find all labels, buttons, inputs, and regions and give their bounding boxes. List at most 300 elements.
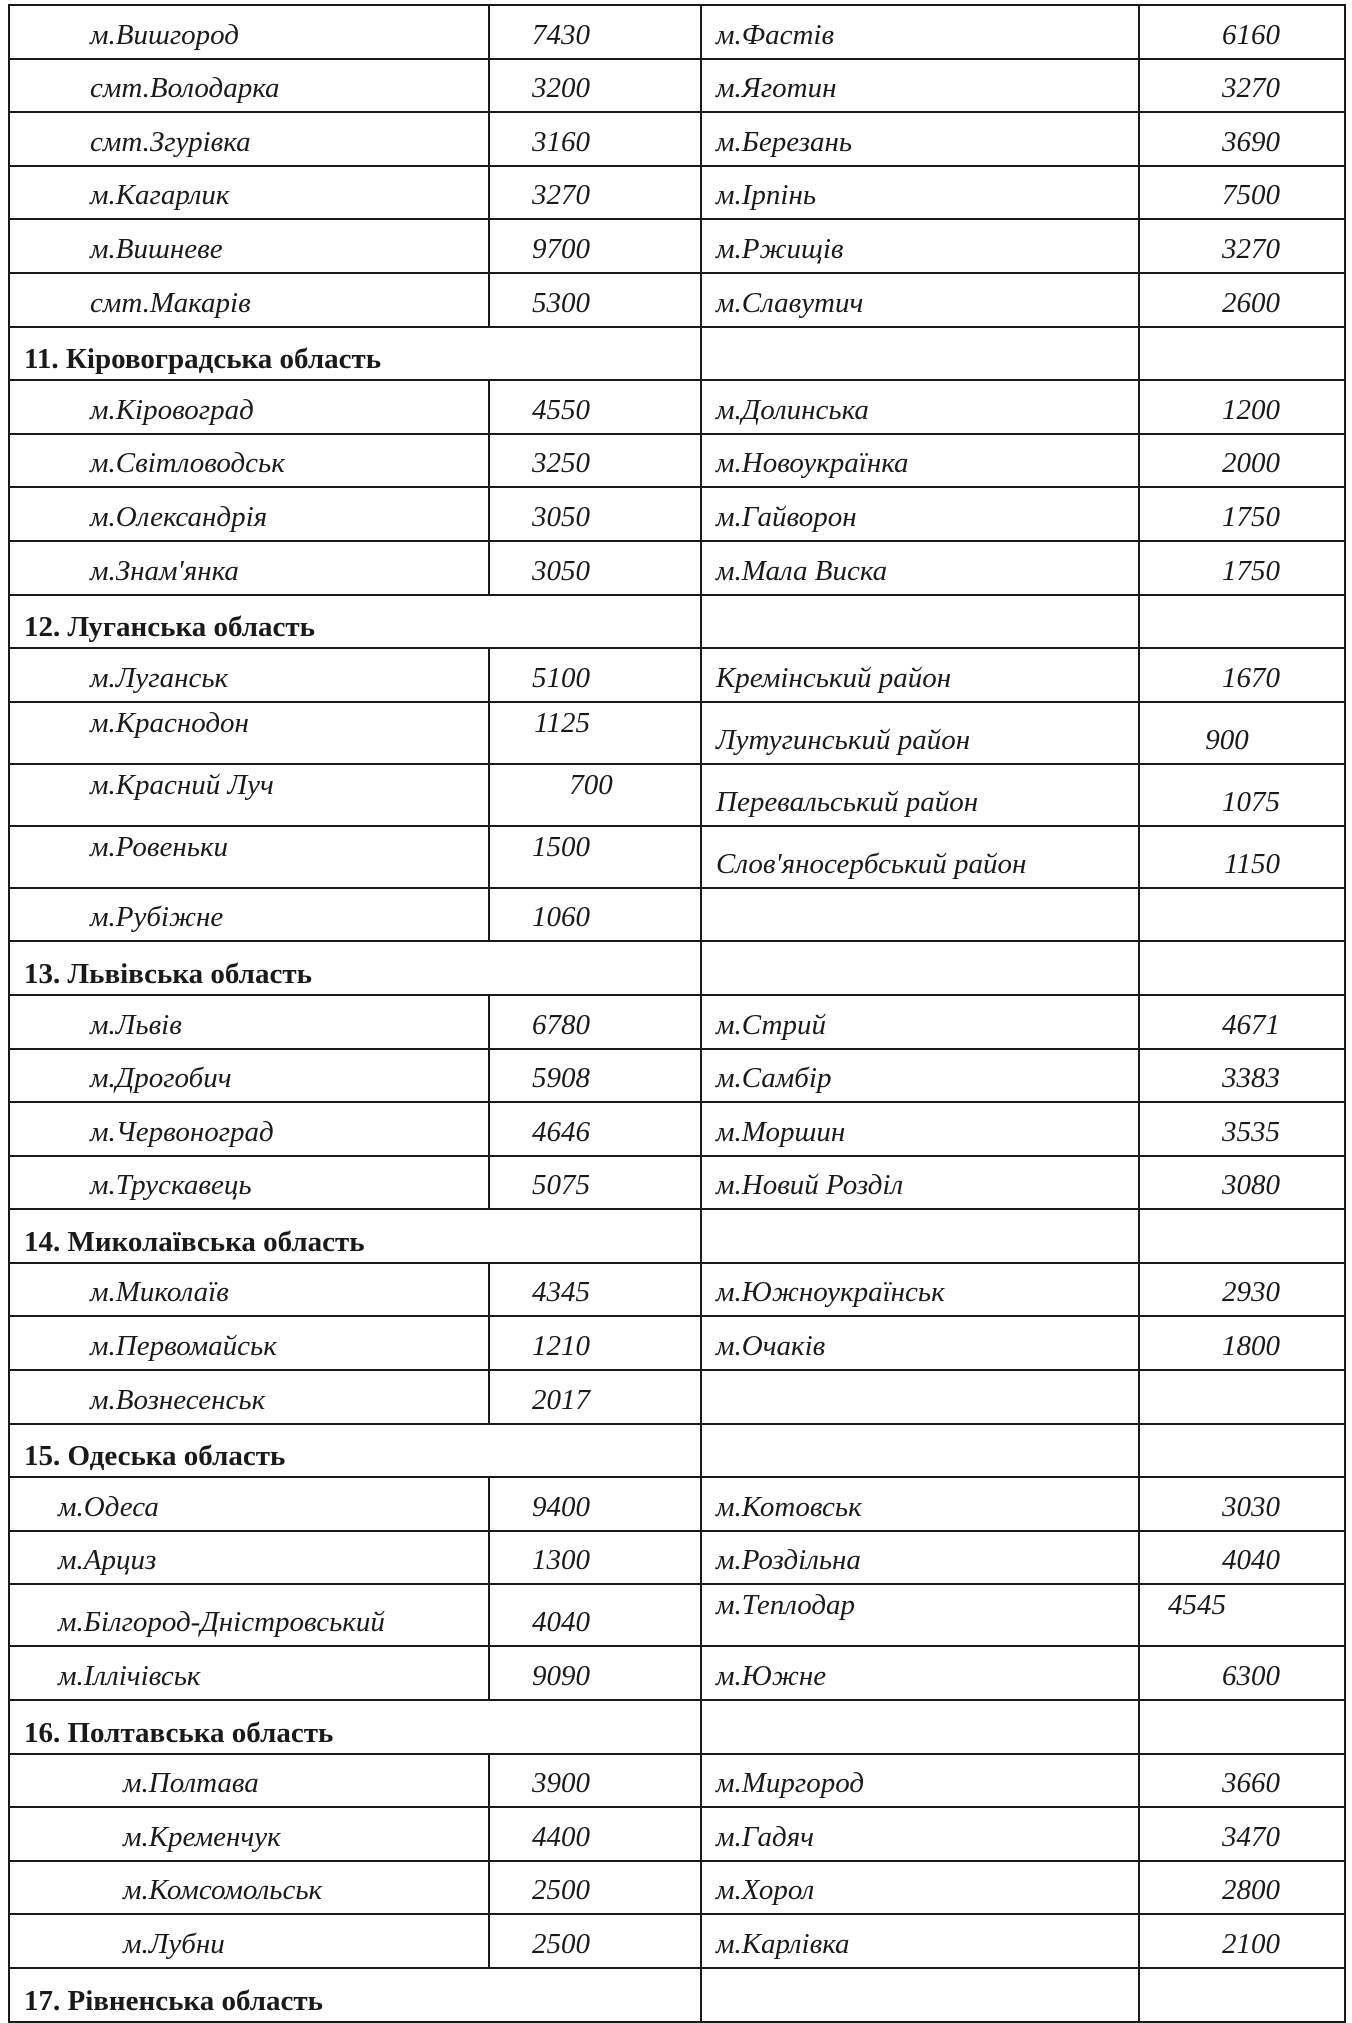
city-name-right <box>702 937 1138 940</box>
city-name-left: м.Червоноград <box>90 1115 274 1148</box>
region-title: 17. Рівненська область <box>24 1984 323 2017</box>
city-name-left-cell <box>9 1531 489 1585</box>
city-value-right: 1150 <box>1224 847 1280 880</box>
city-name-left-cell <box>9 648 489 702</box>
city-name-right: м.Новий Розділ <box>716 1169 904 1202</box>
city-value-left: 3050 <box>532 554 590 587</box>
city-name-left-cell <box>9 219 489 273</box>
city-value-left: 700 <box>569 768 613 801</box>
city-name-left: м.Кагарлик <box>90 179 230 212</box>
city-name-left: м.Львів <box>90 1008 182 1041</box>
city-value-left-cell <box>489 1531 701 1585</box>
city-name-right <box>702 1420 1138 1423</box>
city-name-right-cell <box>701 1646 1139 1700</box>
city-value-left: 1210 <box>532 1330 590 1363</box>
city-value-left-cell <box>489 1646 701 1700</box>
city-value-right: 2930 <box>1222 1276 1280 1309</box>
region-header-row <box>9 941 1345 995</box>
city-value-left-cell <box>489 1049 701 1103</box>
city-value-right-cell <box>1139 764 1345 826</box>
region-header-row <box>9 1424 1345 1478</box>
table-row <box>9 648 1345 702</box>
city-value-right-cell <box>1139 1316 1345 1370</box>
city-value-left: 2500 <box>532 1874 590 1907</box>
city-name-right-cell <box>701 1263 1139 1317</box>
city-value-right-cell <box>1139 541 1345 595</box>
city-name-left-cell <box>9 273 489 327</box>
city-value-left-cell <box>489 112 701 166</box>
city-value-left-cell <box>489 1263 701 1317</box>
city-name-right: м.Мала Виска <box>716 554 888 587</box>
city-name-left-cell <box>9 888 489 942</box>
region-title: 15. Одеська область <box>24 1440 286 1473</box>
city-value-left-cell <box>489 1102 701 1156</box>
city-value-left: 4400 <box>532 1820 590 1853</box>
city-value-left: 4040 <box>532 1606 590 1639</box>
region-title-cell <box>9 1700 701 1754</box>
region-empty-cell-3 <box>701 1700 1139 1754</box>
city-name-right: м.Яготин <box>716 72 837 105</box>
city-name-right-cell <box>701 1531 1139 1585</box>
city-value-right-cell <box>1139 995 1345 1049</box>
table-row <box>9 1477 1345 1531</box>
city-name-left: м.Комсомольськ <box>123 1874 323 1907</box>
city-value-right-cell <box>1139 1584 1345 1646</box>
region-title: 13. Львівська область <box>24 957 312 990</box>
city-value-left: 4550 <box>532 393 590 426</box>
city-name-left-cell <box>9 1316 489 1370</box>
city-name-right-cell <box>701 1914 1139 1968</box>
city-name-left: м.Дрогобич <box>90 1062 232 1095</box>
table-row <box>9 1156 1345 1210</box>
city-value-left-cell <box>489 434 701 488</box>
city-name-right-cell <box>701 1477 1139 1531</box>
city-value-right-cell <box>1139 219 1345 273</box>
city-value-right: 3470 <box>1222 1820 1280 1853</box>
region-title-cell <box>9 941 701 995</box>
city-value-right: 6300 <box>1222 1660 1280 1693</box>
city-name-left-cell <box>9 702 489 764</box>
table-row <box>9 1754 1345 1808</box>
city-name-left: м.Знам'янка <box>90 554 239 587</box>
city-name-right-cell <box>701 1049 1139 1103</box>
table-row <box>9 1584 1345 1646</box>
city-name-left-cell <box>9 1370 489 1424</box>
region-title-cell <box>9 595 701 649</box>
city-value-right: 3690 <box>1222 125 1280 158</box>
city-value-right-cell <box>1139 1861 1345 1915</box>
city-value-right: 3270 <box>1222 72 1280 105</box>
region-header-row <box>9 1968 1345 2022</box>
region-empty-cell-4 <box>1139 1968 1345 2022</box>
city-value-left: 5075 <box>532 1169 590 1202</box>
table-row <box>9 273 1345 327</box>
city-value-left: 3250 <box>532 447 590 480</box>
city-value-right: 900 <box>1205 723 1249 756</box>
city-name-left: смт.Володарка <box>90 72 280 105</box>
region-empty-cell-3 <box>701 941 1139 995</box>
city-name-right: м.Славутич <box>716 286 864 319</box>
region-title: 14. Миколаївська область <box>24 1225 365 1258</box>
table-row <box>9 1263 1345 1317</box>
document-page <box>8 4 1344 2023</box>
city-name-right: м.Хорол <box>716 1874 815 1907</box>
city-name-left-cell <box>9 1102 489 1156</box>
city-name-left: м.Вишневе <box>90 232 223 265</box>
region-header-row <box>9 327 1345 381</box>
city-value-left-cell <box>489 995 701 1049</box>
city-name-left: м.Кременчук <box>123 1820 281 1853</box>
city-value-right-cell <box>1139 1807 1345 1861</box>
city-name-right: Кремінський район <box>716 661 952 694</box>
city-name-left-cell <box>9 1584 489 1646</box>
city-name-left: м.Красний Луч <box>90 768 274 801</box>
city-value-left: 1300 <box>532 1544 590 1577</box>
city-value-left-cell <box>489 380 701 434</box>
city-name-right: м.Березань <box>716 125 853 158</box>
region-empty-cell-4 <box>1139 1424 1345 1478</box>
city-name-left: м.Рубіжне <box>90 901 224 934</box>
table-row <box>9 888 1345 942</box>
table-row <box>9 764 1345 826</box>
table-row <box>9 380 1345 434</box>
city-value-right: 3080 <box>1222 1169 1280 1202</box>
city-name-left-cell <box>9 1861 489 1915</box>
city-name-right-cell <box>701 764 1139 826</box>
city-name-left: м.Луганськ <box>90 661 229 694</box>
city-name-left: м.Кіровоград <box>90 393 254 426</box>
table-row <box>9 112 1345 166</box>
city-value-right: 1750 <box>1222 500 1280 533</box>
city-name-left-cell <box>9 59 489 113</box>
city-name-left-cell <box>9 380 489 434</box>
city-name-left-cell <box>9 5 489 59</box>
city-value-right: 3383 <box>1222 1062 1280 1095</box>
city-name-right: м.Южноукраїнськ <box>716 1276 945 1309</box>
city-value-left: 7430 <box>532 18 590 51</box>
city-value-left-cell <box>489 1370 701 1424</box>
city-value-left-cell <box>489 702 701 764</box>
city-name-right: м.Гайворон <box>716 500 857 533</box>
city-name-right-cell <box>701 541 1139 595</box>
city-value-left-cell <box>489 166 701 220</box>
region-title-cell <box>9 1968 701 2022</box>
city-name-left-cell <box>9 166 489 220</box>
city-name-left-cell <box>9 1477 489 1531</box>
city-name-left: м.Краснодон <box>90 706 249 739</box>
city-value-right-cell <box>1139 273 1345 327</box>
region-title-cell <box>9 327 701 381</box>
region-empty-cell-4 <box>1139 941 1345 995</box>
city-value-right: 4545 <box>1168 1589 1226 1622</box>
city-value-left: 3270 <box>532 179 590 212</box>
table-row <box>9 1316 1345 1370</box>
city-value-right: 3660 <box>1222 1767 1280 1800</box>
city-value-left: 5300 <box>532 286 590 319</box>
city-name-right-cell <box>701 380 1139 434</box>
city-value-left: 1060 <box>532 901 590 934</box>
city-value-right: 3030 <box>1222 1490 1280 1523</box>
region-empty-cell-3 <box>701 595 1139 649</box>
city-value-left-cell <box>489 5 701 59</box>
city-name-right-cell <box>701 1807 1139 1861</box>
city-value-left-cell <box>489 487 701 541</box>
city-value-right-cell <box>1139 702 1345 764</box>
table-row <box>9 826 1345 888</box>
city-name-right-cell <box>701 434 1139 488</box>
city-value-right: 1800 <box>1222 1330 1280 1363</box>
city-name-left-cell <box>9 1646 489 1700</box>
table-row <box>9 1102 1345 1156</box>
city-value-right-cell <box>1139 1914 1345 1968</box>
city-value-right-cell <box>1139 888 1345 942</box>
region-title: 11. Кіровоградська область <box>24 343 382 376</box>
city-name-left: м.Білгород-Дністровський <box>58 1606 385 1639</box>
city-value-left-cell <box>489 648 701 702</box>
city-value-right: 2000 <box>1222 447 1280 480</box>
city-name-left: смт.Макарів <box>90 286 251 319</box>
city-name-right: м.Самбір <box>716 1062 832 1095</box>
region-title-cell <box>9 1209 701 1263</box>
city-name-right: м.Теплодар <box>716 1589 855 1622</box>
city-value-right: 7500 <box>1222 179 1280 212</box>
table-row <box>9 702 1345 764</box>
city-name-right: м.Долинська <box>716 393 869 426</box>
city-name-right-cell <box>701 59 1139 113</box>
city-name-right: м.Новоукраїнка <box>716 447 909 480</box>
city-name-left: м.Ровеньки <box>90 830 229 863</box>
region-empty-cell-3 <box>701 327 1139 381</box>
region-header-row <box>9 1209 1345 1263</box>
cities-table-body <box>9 5 1345 2022</box>
city-value-right <box>1140 1420 1344 1423</box>
city-name-left: м.Світловодськ <box>90 447 285 480</box>
city-name-right-cell <box>701 219 1139 273</box>
city-value-left: 3050 <box>532 500 590 533</box>
table-row <box>9 1370 1345 1424</box>
city-value-right: 1075 <box>1222 785 1280 818</box>
table-row <box>9 219 1345 273</box>
city-name-right: м.Стрий <box>716 1008 826 1041</box>
region-empty-cell-4 <box>1139 327 1345 381</box>
city-value-right-cell <box>1139 59 1345 113</box>
city-value-right: 3270 <box>1222 232 1280 265</box>
table-row <box>9 5 1345 59</box>
city-value-right: 2600 <box>1222 286 1280 319</box>
city-value-left: 9090 <box>532 1660 590 1693</box>
city-value-right-cell <box>1139 434 1345 488</box>
city-name-left: м.Полтава <box>123 1767 259 1800</box>
city-value-right-cell <box>1139 1754 1345 1808</box>
city-name-right-cell <box>701 648 1139 702</box>
city-name-right-cell <box>701 1370 1139 1424</box>
city-value-left-cell <box>489 1914 701 1968</box>
city-value-left: 5100 <box>532 661 590 694</box>
city-value-left: 2500 <box>532 1928 590 1960</box>
city-name-right-cell <box>701 1102 1139 1156</box>
city-value-left-cell <box>489 1861 701 1915</box>
city-value-left: 4646 <box>532 1115 590 1148</box>
city-name-left-cell <box>9 1156 489 1210</box>
table-row <box>9 1914 1345 1968</box>
city-name-right-cell <box>701 5 1139 59</box>
region-empty-cell-3 <box>701 1968 1139 2022</box>
city-value-right-cell <box>1139 112 1345 166</box>
city-name-left: смт.Згурівка <box>90 125 251 158</box>
city-name-left-cell <box>9 764 489 826</box>
city-name-left: м.Вишгород <box>90 18 239 51</box>
city-name-right-cell <box>701 702 1139 764</box>
city-value-right: 2800 <box>1222 1874 1280 1907</box>
city-name-right-cell <box>701 826 1139 888</box>
city-name-right: м.Фастів <box>716 18 835 51</box>
city-value-left: 3200 <box>532 72 590 105</box>
table-row <box>9 1861 1345 1915</box>
city-name-left: м.Первомайськ <box>90 1330 277 1363</box>
city-value-right: 3535 <box>1222 1115 1280 1148</box>
city-value-left: 2017 <box>532 1383 590 1416</box>
region-empty-cell-3 <box>701 1424 1139 1478</box>
region-header-row <box>9 1700 1345 1754</box>
city-value-left: 9400 <box>532 1490 590 1523</box>
city-value-left: 6780 <box>532 1008 590 1041</box>
city-name-right-cell <box>701 487 1139 541</box>
city-name-right-cell <box>701 166 1139 220</box>
city-value-left: 5908 <box>532 1062 590 1095</box>
city-value-left: 1125 <box>534 706 590 739</box>
city-name-right: м.Котовськ <box>716 1490 862 1523</box>
city-name-right-cell <box>701 1754 1139 1808</box>
city-name-right-cell <box>701 888 1139 942</box>
city-value-left-cell <box>489 826 701 888</box>
city-name-left-cell <box>9 1754 489 1808</box>
city-value-right-cell <box>1139 1646 1345 1700</box>
city-value-right-cell <box>1139 1370 1345 1424</box>
city-value-left: 4345 <box>532 1276 590 1309</box>
city-value-right-cell <box>1139 1531 1345 1585</box>
city-value-left-cell <box>489 219 701 273</box>
city-value-right: 2100 <box>1222 1928 1280 1960</box>
city-value-right-cell <box>1139 166 1345 220</box>
region-title: 12. Луганська область <box>24 611 315 644</box>
city-name-right-cell <box>701 273 1139 327</box>
city-name-right: Перевальський район <box>716 785 979 818</box>
table-row <box>9 487 1345 541</box>
table-row <box>9 1531 1345 1585</box>
city-value-left-cell <box>489 1477 701 1531</box>
region-empty-cell-4 <box>1139 595 1345 649</box>
city-name-left-cell <box>9 434 489 488</box>
city-value-left: 3900 <box>532 1767 590 1800</box>
city-name-left-cell <box>9 1049 489 1103</box>
city-value-right-cell <box>1139 1102 1345 1156</box>
city-value-right-cell <box>1139 1156 1345 1210</box>
city-name-right-cell <box>701 1316 1139 1370</box>
city-name-left: м.Вознесенськ <box>90 1383 266 1416</box>
city-name-left-cell <box>9 1807 489 1861</box>
city-value-right-cell <box>1139 380 1345 434</box>
city-name-left-cell <box>9 995 489 1049</box>
city-value-right: 1200 <box>1222 393 1280 426</box>
city-value-right: 1670 <box>1222 661 1280 694</box>
city-value-left-cell <box>489 888 701 942</box>
city-name-right: Слов'яносербський район <box>716 847 1027 880</box>
city-name-left-cell <box>9 1263 489 1317</box>
city-name-right: м.Ржищів <box>716 232 844 265</box>
city-name-right: м.Моршин <box>716 1115 846 1148</box>
region-empty-cell-3 <box>701 1209 1139 1263</box>
city-value-left-cell <box>489 1316 701 1370</box>
city-value-left: 1500 <box>532 830 590 863</box>
region-header-row <box>9 595 1345 649</box>
city-value-left-cell <box>489 1807 701 1861</box>
city-value-right-cell <box>1139 1477 1345 1531</box>
table-row <box>9 1049 1345 1103</box>
city-value-right-cell <box>1139 648 1345 702</box>
city-value-left-cell <box>489 1754 701 1808</box>
city-name-right: м.Гадяч <box>716 1820 815 1853</box>
city-name-right: м.Южне <box>716 1660 827 1693</box>
city-value-left-cell <box>489 1584 701 1646</box>
region-empty-cell-4 <box>1139 1700 1345 1754</box>
city-value-left: 9700 <box>532 232 590 265</box>
city-value-right: 6160 <box>1222 18 1280 51</box>
city-name-left-cell <box>9 112 489 166</box>
city-name-left: м.Арциз <box>58 1544 157 1577</box>
city-name-left: м.Одеса <box>58 1490 159 1523</box>
table-row <box>9 434 1345 488</box>
city-value-left-cell <box>489 541 701 595</box>
table-row <box>9 166 1345 220</box>
city-name-right-cell <box>701 112 1139 166</box>
city-value-left-cell <box>489 1156 701 1210</box>
city-value-right-cell <box>1139 1263 1345 1317</box>
city-value-left-cell <box>489 764 701 826</box>
city-value-right: 4040 <box>1222 1544 1280 1577</box>
city-name-right: Лутугинський район <box>716 723 971 756</box>
table-row <box>9 59 1345 113</box>
city-value-right <box>1140 937 1344 940</box>
city-value-left-cell <box>489 59 701 113</box>
cities-table <box>8 4 1346 2023</box>
city-value-left-cell <box>489 273 701 327</box>
city-name-right-cell <box>701 1861 1139 1915</box>
city-name-left-cell <box>9 487 489 541</box>
city-name-left-cell <box>9 826 489 888</box>
city-name-right: м.Миргород <box>716 1767 865 1800</box>
city-name-left-cell <box>9 541 489 595</box>
city-name-right: м.Роздільна <box>716 1544 861 1577</box>
city-name-right: м.Ірпінь <box>716 179 817 212</box>
city-name-left: м.Олександрія <box>90 500 268 533</box>
region-title: 16. Полтавська область <box>24 1716 334 1749</box>
city-name-left: м.Миколаїв <box>90 1276 229 1309</box>
city-value-right: 4671 <box>1222 1008 1280 1041</box>
city-name-right-cell <box>701 1156 1139 1210</box>
city-name-right: м.Очаків <box>716 1330 826 1363</box>
city-name-right-cell <box>701 995 1139 1049</box>
city-name-left-cell <box>9 1914 489 1968</box>
region-empty-cell-4 <box>1139 1209 1345 1263</box>
city-name-left: м.Лубни <box>123 1928 225 1960</box>
city-name-left: м.Трускавець <box>90 1169 252 1202</box>
city-value-right-cell <box>1139 826 1345 888</box>
table-row <box>9 1646 1345 1700</box>
city-value-right-cell <box>1139 487 1345 541</box>
city-name-left: м.Іллічівськ <box>58 1660 201 1693</box>
city-value-right-cell <box>1139 5 1345 59</box>
table-row <box>9 541 1345 595</box>
